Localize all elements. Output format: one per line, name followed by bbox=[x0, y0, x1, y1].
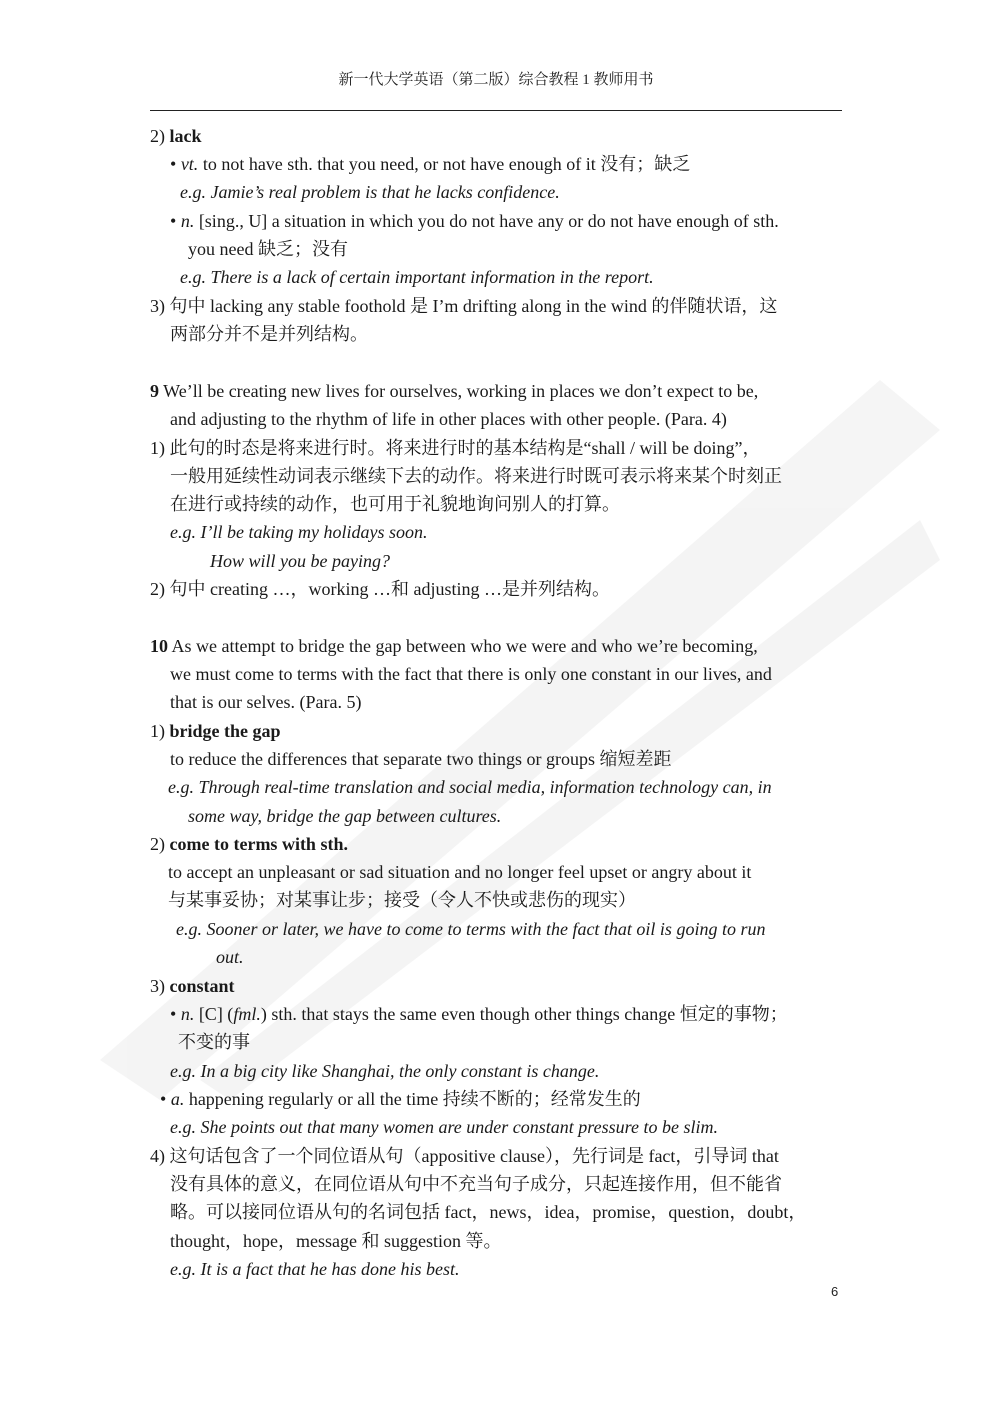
entry-word: come to terms with sth. bbox=[169, 834, 348, 854]
definition-line bbox=[170, 1002, 788, 1026]
definition-line bbox=[170, 152, 690, 176]
definition-text: ) sth. that stays the same even though other things change 恒定的事物； bbox=[260, 1004, 788, 1024]
example-sentence: e.g. In a big city like Shanghai, the only constant is change. bbox=[170, 1061, 600, 1081]
definition-continuation: you need 缺乏；没有 bbox=[188, 239, 348, 259]
definition-text: 与某事妥协；对某事让步；接受（令人不快或悲伤的现实） bbox=[168, 890, 636, 910]
example-sentence: e.g. Jamie’s real problem is that he lacks confidence. bbox=[180, 182, 560, 202]
example-sentence: e.g. Sooner or later, we have to come to terms with the fact that oil is going to run bbox=[176, 919, 766, 939]
note-paragraph: 没有具体的意义，在同位语从句中不充当句子成分，只起连接作用，但不能省 bbox=[170, 1174, 782, 1194]
example-sentence: e.g. There is a lack of certain important information in the report. bbox=[180, 267, 654, 287]
part-of-speech: n. bbox=[180, 1004, 195, 1024]
bullet: • bbox=[170, 154, 181, 174]
bullet: • bbox=[160, 1089, 171, 1109]
entry-heading bbox=[150, 124, 202, 148]
entry-word: bridge the gap bbox=[169, 721, 281, 741]
header-divider bbox=[150, 110, 842, 111]
entry-heading bbox=[150, 974, 235, 998]
sentence-heading bbox=[150, 379, 758, 403]
sentence-text: that is our selves. (Para. 5) bbox=[170, 692, 362, 712]
register-label: fml. bbox=[233, 1004, 261, 1024]
definition-text: [sing., U] a situation in which you do not have any or do not have enough of sth. bbox=[194, 211, 779, 231]
bullet: • bbox=[170, 1004, 181, 1024]
running-header: 新一代大学英语（第二版）综合教程 1 教师用书 bbox=[338, 72, 654, 88]
definition-continuation: 不变的事 bbox=[178, 1032, 250, 1052]
entry-number: 3) bbox=[150, 976, 170, 996]
note-paragraph: 略。可以接同位语从句的名词包括 fact，news，idea，promise，question，doubt， bbox=[170, 1202, 807, 1222]
entry-heading bbox=[150, 832, 348, 856]
definition-line bbox=[170, 209, 779, 233]
definition-text: to accept an unpleasant or sad situation and no longer feel upset or angry about it bbox=[168, 862, 752, 882]
note-paragraph: 在进行或持续的动作，也可用于礼貌地询问别人的打算。 bbox=[170, 494, 620, 514]
entry-number: 2) bbox=[150, 834, 170, 854]
sentence-text: and adjusting to the rhythm of life in other places with other people. (Para. 4) bbox=[170, 409, 727, 429]
example-sentence: e.g. I’ll be taking my holidays soon. bbox=[170, 522, 428, 542]
example-sentence: some way, bridge the gap between cultures. bbox=[188, 806, 502, 826]
entry-heading bbox=[150, 719, 281, 743]
example-sentence: e.g. Through real-time translation and social media, information technology can, in bbox=[168, 777, 772, 797]
sentence-text: We’ll be creating new lives for ourselves, working in places we don’t expect to be, bbox=[159, 381, 759, 401]
example-sentence: out. bbox=[216, 947, 244, 967]
sentence-number: 9 bbox=[150, 381, 159, 401]
part-of-speech: n. bbox=[180, 211, 195, 231]
part-of-speech: vt. bbox=[180, 154, 199, 174]
sentence-number: 10 bbox=[150, 636, 168, 656]
note-paragraph: 两部分并不是并列结构。 bbox=[170, 324, 368, 344]
entry-number: 1) bbox=[150, 721, 170, 741]
definition-text: [C] ( bbox=[194, 1004, 234, 1024]
bullet: • bbox=[170, 211, 181, 231]
definition-text: to not have sth. that you need, or not have enough of it 没有；缺乏 bbox=[198, 154, 691, 174]
definition-text: to reduce the differences that separate two things or groups 缩短差距 bbox=[170, 749, 672, 769]
entry-number: 2) bbox=[150, 126, 165, 146]
part-of-speech: a. bbox=[170, 1089, 185, 1109]
entry-word: constant bbox=[169, 976, 235, 996]
note-paragraph: thought，hope，message 和 suggestion 等。 bbox=[170, 1231, 502, 1251]
definition-line bbox=[160, 1087, 641, 1111]
sentence-heading bbox=[150, 634, 758, 658]
example-sentence: e.g. It is a fact that he has done his best. bbox=[170, 1259, 460, 1279]
page-number: 6 bbox=[831, 1284, 839, 1299]
sentence-text: we must come to terms with the fact that there is only one constant in our lives, and bbox=[170, 664, 772, 684]
sentence-text: As we attempt to bridge the gap between who we were and who we’re becoming, bbox=[168, 636, 758, 656]
note-paragraph: 4) 这句话包含了一个同位语从句（appositive clause），先行词是 fact，引导词 that bbox=[150, 1146, 779, 1166]
example-sentence: How will you be paying? bbox=[210, 551, 390, 571]
example-sentence: e.g. She points out that many women are under constant pressure to be slim. bbox=[170, 1117, 718, 1137]
note-paragraph: 一般用延续性动词表示继续下去的动作。将来进行时既可表示将来某个时刻正 bbox=[170, 466, 782, 486]
definition-text: happening regularly or all the time 持续不断的；经常发生的 bbox=[184, 1089, 641, 1109]
note-paragraph: 2) 句中 creating …，working …和 adjusting …是并列结构。 bbox=[150, 579, 610, 599]
entry-word: lack bbox=[169, 126, 202, 146]
note-paragraph: 3) 句中 lacking any stable foothold 是 I’m drifting along in the wind 的伴随状语，这 bbox=[150, 296, 778, 316]
note-paragraph: 1) 此句的时态是将来进行时。将来进行时的基本结构是“shall / will be doing”， bbox=[150, 438, 761, 458]
